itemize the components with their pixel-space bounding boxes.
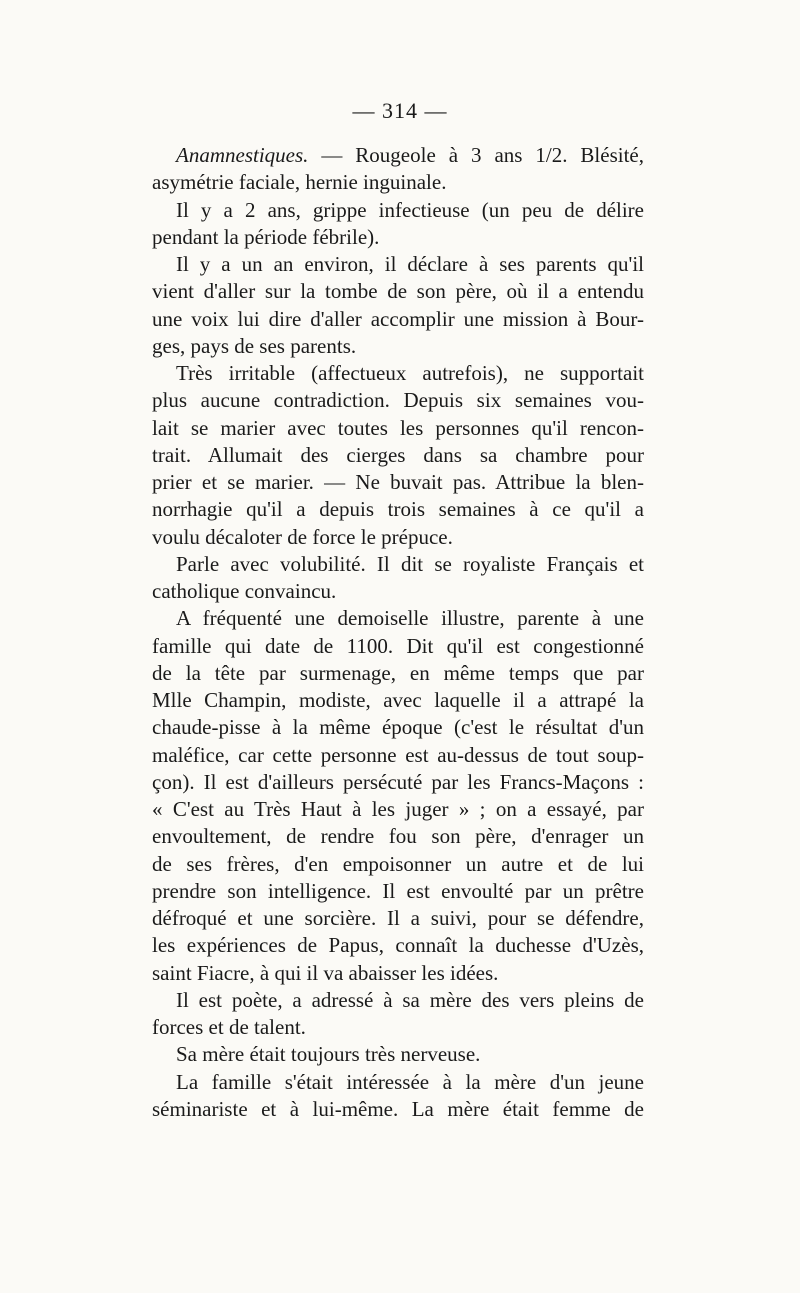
text-line <box>152 442 644 469</box>
line-text: norrhagie qu'il a depuis trois semaines à ce qu'il a <box>152 497 644 522</box>
text-line <box>152 278 644 305</box>
text-line <box>152 578 644 605</box>
line-text: Il y a 2 ans, grippe infectieuse (un peu de délire <box>176 197 644 222</box>
text-line <box>152 742 644 769</box>
line-text: vient d'aller sur la tombe de son père, où il a entendu <box>152 279 644 304</box>
line-text: prendre son intelligence. Il est envoulté par un prêtre <box>152 878 644 903</box>
line-text: asymétrie faciale, hernie inguinale. <box>152 170 447 195</box>
text-line <box>152 306 644 333</box>
text-line <box>152 660 644 687</box>
line-text: Très irritable (affectueux autrefois), ne supportait <box>176 361 644 385</box>
line-text: La famille s'était intéressée à la mère d'un jeune <box>176 1069 644 1094</box>
text-line <box>152 714 644 741</box>
line-text: voulu décaloter de force le prépuce. <box>152 524 453 549</box>
text-line <box>152 851 644 878</box>
line-text: Il est poète, a adressé à sa mère des vers pleins de <box>176 987 644 1012</box>
line-text: une voix lui dire d'aller accomplir une mission à Bour- <box>152 306 644 331</box>
text-line <box>152 987 644 1014</box>
text-line <box>152 605 644 632</box>
text-line <box>152 415 644 442</box>
line-text: « C'est au Très Haut à les juger » ; on a essayé, par <box>152 797 644 821</box>
text-line <box>152 197 644 224</box>
text-line <box>152 169 644 196</box>
text-line <box>152 796 644 823</box>
section-heading: Anamnestiques. <box>176 143 309 167</box>
line-text: pendant la période fébrile). <box>152 224 380 249</box>
text-line <box>152 932 644 959</box>
line-text: saint Fiacre, à qui il va abaisser les idées. <box>152 960 499 985</box>
line-text: de ses frères, d'en empoisonner un autre et de lui <box>152 851 644 876</box>
text-line <box>152 769 644 796</box>
line-text: Parle avec volubilité. Il dit se royaliste Français et <box>176 551 644 576</box>
text-line <box>152 823 644 850</box>
line-text: A fréquenté une demoiselle illustre, parente à une <box>176 606 644 631</box>
line-text: ges, pays de ses parents. <box>152 333 357 358</box>
text-line <box>152 224 644 251</box>
line-text: Mlle Champin, modiste, avec laquelle il a attrapé la <box>152 688 644 712</box>
line-text: prier et se marier. — Ne buvait pas. Attribue la blen- <box>152 470 644 494</box>
text-line <box>152 960 644 987</box>
text-line <box>152 251 644 278</box>
text-line <box>152 360 644 387</box>
body-text <box>152 142 644 1123</box>
text-line <box>152 1014 644 1041</box>
line-text: Sa mère était toujours très nerveuse. <box>176 1042 481 1067</box>
text-line <box>152 1096 644 1123</box>
text-line <box>152 633 644 660</box>
line-text: défroqué et une sorcière. Il a suivi, pour se défendre, <box>152 906 644 930</box>
line-text: maléfice, car cette personne est au-dessus de tout soup- <box>152 742 644 767</box>
text-line <box>152 387 644 414</box>
line-text: trait. Allumait des cierges dans sa chambre pour <box>152 442 644 467</box>
text-line <box>152 905 644 932</box>
line-text: de la tête par surmenage, en même temps que par <box>152 660 644 685</box>
line-text: Il y a un an environ, il déclare à ses parents qu'il <box>176 252 644 276</box>
text-line <box>152 496 644 523</box>
line-text: forces et de talent. <box>152 1015 306 1039</box>
line-text: — Rougeole à 3 ans 1/2. Blésité, <box>308 143 644 167</box>
line-text: catholique convaincu. <box>152 579 337 603</box>
line-text: envoultement, de rendre fou son père, d'enrager un <box>152 824 644 849</box>
line-text: çon). Il est d'ailleurs persécuté par les Francs-Maçons : <box>152 769 644 794</box>
text-line <box>152 878 644 905</box>
line-text: lait se marier avec toutes les personnes qu'il rencon- <box>152 415 644 440</box>
line-text: plus aucune contradiction. Depuis six semaines vou- <box>152 388 644 413</box>
page-number: — 314 — <box>352 98 448 123</box>
line-text: les expériences de Papus, connaît la duchesse d'Uzès, <box>152 933 644 958</box>
text-line <box>152 551 644 578</box>
text-line <box>152 1069 644 1096</box>
text-line <box>152 142 644 169</box>
text-line <box>152 524 644 551</box>
line-text: famille qui date de 1100. Dit qu'il est congestionné <box>152 633 644 658</box>
text-line <box>152 687 644 714</box>
line-text: séminariste et à lui-même. La mère était femme de <box>152 1096 644 1121</box>
text-line <box>152 1041 644 1068</box>
text-line <box>152 333 644 360</box>
text-line <box>152 469 644 496</box>
line-text: chaude-pisse à la même époque (c'est le résultat d'un <box>152 715 644 740</box>
